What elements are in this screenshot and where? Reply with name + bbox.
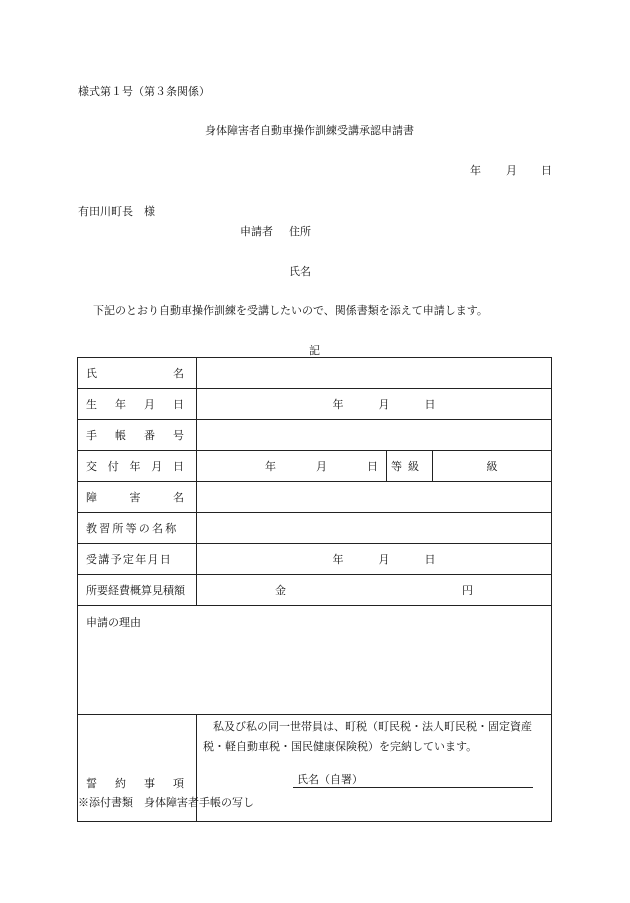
- label-schedule: 受講予定年月日: [78, 544, 197, 575]
- intro-text: 下記のとおり自動車操作訓練を受講したいので、関係書類を添えて申請します。: [93, 304, 488, 317]
- label-notebook: 手 帳 番 号: [78, 420, 197, 451]
- field-grade[interactable]: 級: [433, 451, 552, 482]
- row-disability: [78, 482, 552, 513]
- signature-label: 氏名（自署）: [297, 773, 363, 786]
- label-name: 氏 名: [78, 358, 197, 389]
- field-issue-date[interactable]: 年 月 日: [197, 451, 387, 482]
- field-name[interactable]: [197, 358, 552, 389]
- row-birth: [78, 389, 552, 420]
- label-birth: 生 年 月 日: [78, 389, 197, 420]
- field-schedule[interactable]: 年 月 日: [197, 544, 552, 575]
- field-disability[interactable]: [197, 482, 552, 513]
- date-month: 月: [506, 164, 517, 177]
- row-school: [78, 513, 552, 544]
- label-issue: 交 付 年 月 日: [78, 451, 197, 482]
- applicant-label: 申請者: [240, 225, 273, 238]
- address-label: 住所: [289, 225, 311, 238]
- applicant-name-label: 氏名: [289, 265, 311, 278]
- row-schedule: [78, 544, 552, 575]
- label-disability: 障 害 名: [78, 482, 197, 513]
- date-year: 年: [470, 164, 481, 177]
- ki-heading: 記: [309, 344, 320, 357]
- label-reason: 申請の理由: [86, 616, 141, 629]
- document-title: 身体障害者自動車操作訓練受講承認申請書: [205, 124, 414, 137]
- date-day: 日: [541, 164, 552, 177]
- field-birth[interactable]: 年 月 日: [197, 389, 552, 420]
- row-reason: [78, 606, 552, 715]
- field-reason[interactable]: [78, 606, 552, 715]
- label-grade: 等級: [387, 451, 433, 482]
- form-number: 様式第１号（第３条関係）: [78, 85, 210, 98]
- field-cost[interactable]: 金 円: [197, 575, 552, 606]
- addressee: 有田川町長 様: [78, 205, 155, 218]
- row-notebook: [78, 420, 552, 451]
- field-school[interactable]: [197, 513, 552, 544]
- label-cost: 所要経費概算見積額: [78, 575, 197, 606]
- signature-field[interactable]: [293, 771, 533, 788]
- application-form-table: [77, 357, 552, 822]
- row-issue: [78, 451, 552, 482]
- field-notebook[interactable]: [197, 420, 552, 451]
- row-cost: [78, 575, 552, 606]
- row-name: [78, 358, 552, 389]
- label-pledge: 誓 約 事 項: [78, 715, 197, 822]
- pledge-text: 私及び私の同一世帯員は、町税（町民税・法人町民税・固定資産税・軽自動車税・国民健康保険税）を完納しています。: [203, 720, 532, 753]
- label-school: 教習所等の名称: [78, 513, 197, 544]
- attachments-note: ※添付書類 身体障害者手帳の写し: [78, 796, 254, 809]
